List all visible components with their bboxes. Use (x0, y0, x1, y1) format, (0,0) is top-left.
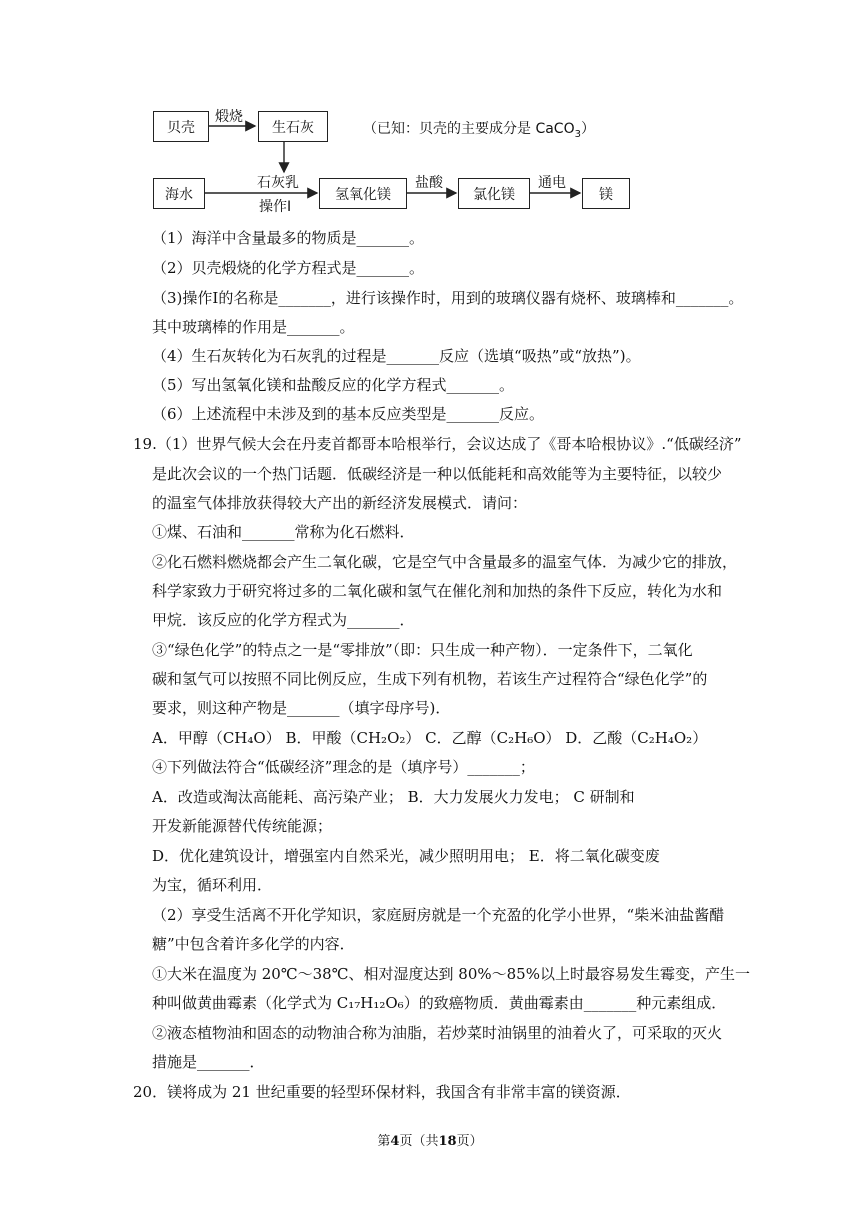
known-note-suffix: ） (580, 121, 595, 137)
q18-3: （3)操作Ⅰ的名称是_______，进行该操作时，用到的玻璃仪器有烧杯、玻璃棒和_______。 (152, 289, 744, 307)
box-mg: 镁 (582, 178, 630, 209)
q19-a: ①煤、石油和_______常称为化石燃料． (152, 523, 415, 541)
q18-2: （2）贝壳煅烧的化学方程式是_______。 (152, 259, 425, 277)
label-op1: 操作Ⅰ (259, 199, 292, 215)
footer-p1: 第 (377, 1134, 391, 1149)
footer-p3: 页） (456, 1134, 483, 1149)
box-mgcl2: 氯化镁 (458, 178, 530, 209)
label-limemilk: 石灰乳 (257, 175, 299, 191)
q19-b-2: 科学家致力于研究将过多的二氧化碳和氢气在催化剂和加热的条件下反应，转化为水和 (152, 582, 723, 600)
q19-intro-3: 的温室气体排放获得较大产出的新经济发展模式．请问： (152, 494, 528, 512)
box-seawater: 海水 (153, 178, 205, 209)
q19-c-1: ③“绿色化学”的特点之一是“零排放”（即：只生成一种产物）．一定条件下，二氧化 (152, 641, 693, 659)
q19-intro-1: 19.（1）世界气候大会在丹麦首都哥本哈根举行，会议达成了《哥本哈根协议》.“低碳经济” (133, 435, 742, 453)
known-note-prefix: （已知：贝壳的主要成分是 CaCO (363, 121, 575, 137)
box-mgoh2: 氢氧化镁 (319, 178, 407, 209)
footer-page-number: 4 (390, 1134, 400, 1149)
q19-b-3: 甲烷．该反应的化学方程式为_______． (152, 611, 415, 629)
page-footer (0, 1130, 860, 1149)
q18-3-cont: 其中玻璃棒的作用是_______。 (152, 318, 355, 336)
q18-5: （5）写出氢氧化镁和盐酸反应的化学方程式_______。 (152, 376, 515, 394)
q19-part2-a-2: 种叫做黄曲霉素（化学式为 C₁₇H₁₂O₆）的致癌物质．黄曲霉素由_______种元素组成． (152, 994, 727, 1012)
q19-d-options-3: D．优化建筑设计，增强室内自然采光，减少照明用电； E．将二氧化碳变废 (152, 847, 660, 865)
label-calcine: 煅烧 (215, 109, 243, 125)
q19-c-3: 要求，则这种产物是_______（填字母序号)． (152, 699, 451, 717)
q19-part2-b-1: ②液态植物油和固态的动物油合称为油脂，若炒菜时油锅里的油着火了，可采取的灭火 (152, 1024, 723, 1042)
q19-c-options: A．甲醇（CH₄O） B．甲酸（CH₂O₂） C．乙醇（C₂H₆O） D．乙酸（C₂H₄O₂） (152, 729, 708, 747)
q20-intro: 20．镁将成为 21 世纪重要的轻型环保材料，我国含有非常丰富的镁资源． (133, 1083, 631, 1101)
q19-part2-2: 糖”中包含着许多化学的内容． (152, 935, 355, 953)
q19-part2-a-1: ①大米在温度为 20℃～38℃、相对湿度达到 80%～85%以上时最容易发生霉变，产生一 (152, 965, 750, 983)
q19-part2-1: （2）享受生活离不开化学知识，家庭厨房就是一个充盈的化学小世界，“柴米油盐酱醋 (152, 906, 725, 924)
box-shell: 贝壳 (153, 111, 209, 142)
q19-part2-b-2: 措施是_______． (152, 1053, 265, 1071)
flow-diagram (145, 100, 705, 220)
q18-1: （1）海洋中含量最多的物质是_______。 (152, 229, 425, 247)
q19-d-options-4: 为宝，循环利用． (152, 876, 273, 894)
label-hcl: 盐酸 (415, 175, 443, 191)
q19-b-1: ②化石燃料燃烧都会产生二氧化碳，它是空气中含量最多的温室气体．为减少它的排放， (152, 553, 738, 571)
box-quicklime: 生石灰 (258, 111, 328, 142)
known-note (363, 118, 595, 140)
q19-c-2: 碳和氢气可以按照不同比例反应，生成下列有机物，若该生产过程符合“绿色化学”的 (152, 670, 708, 688)
q19-d-options-1: A．改造或淘汰高能耗、高污染产业； B．大力发展火力发电； C 研制和 (152, 788, 635, 806)
q18-4: （4）生石灰转化为石灰乳的过程是_______反应（选填“吸热”或“放热”)。 (152, 347, 641, 365)
known-note-sub: 3 (574, 128, 581, 140)
q19-d-options-2: 开发新能源替代传统能源； (152, 817, 333, 835)
q18-6: （6）上述流程中未涉及到的基本反应类型是_______反应。 (152, 405, 545, 423)
q19-d: ④下列做法符合“低碳经济”理念的是（填序号）_______； (152, 758, 535, 776)
footer-p2: 页（共 (399, 1134, 439, 1149)
label-electrolysis: 通电 (538, 175, 566, 191)
q19-intro-2: 是此次会议的一个热门话题．低碳经济是一种以低能耗和高效能等为主要特征，以较少 (152, 465, 723, 483)
footer-total-pages: 18 (438, 1134, 457, 1149)
